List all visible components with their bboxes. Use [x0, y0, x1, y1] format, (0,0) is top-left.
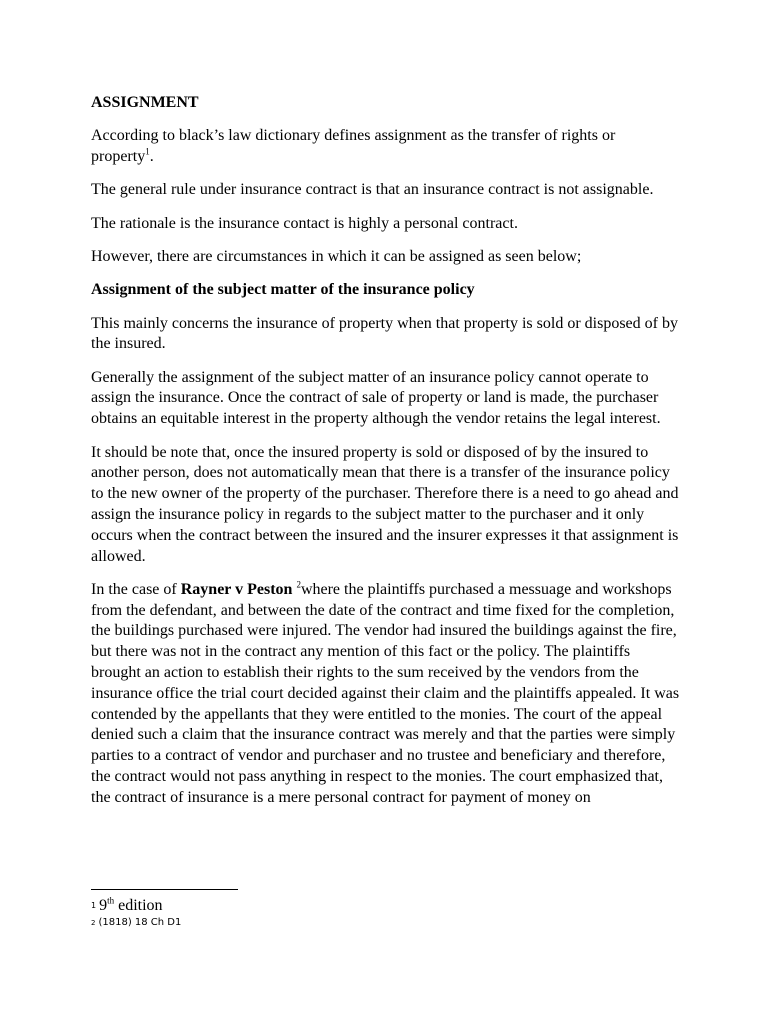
footnotes-section: [91, 889, 691, 930]
document-body: [91, 93, 681, 821]
footnote-2-text: (1818) 18 Ch D1: [98, 917, 182, 928]
definition-paragraph: [91, 126, 681, 168]
case-name: Rayner v Peston: [180, 580, 293, 598]
footnote-1: [91, 897, 691, 915]
footnote-1-text-sup: th: [107, 895, 115, 906]
footnote-ref-2[interactable]: 2: [296, 579, 301, 590]
footnote-2: [91, 916, 691, 930]
section-subheading: Assignment of the subject matter of the insurance policy: [91, 281, 475, 299]
generally-paragraph: Generally the assignment of the subject matter of an insurance policy cannot operate to assign the insurance. Once the contract of sale of property or land is made, the purchaser obtains an equitable interest in the property although the vendor retains the legal interest.: [91, 368, 661, 428]
case-intro: In the case of: [91, 580, 181, 598]
footnote-separator: [91, 889, 238, 890]
definition-text: According to black’s law dictionary defines assignment as the transfer of rights or property: [91, 127, 616, 166]
rationale-paragraph: The rationale is the insurance contact is highly a personal contract.: [91, 214, 518, 232]
footnote-1-mark: 1: [91, 901, 97, 910]
footnote-2-mark: 2: [91, 919, 96, 927]
case-text: where the plaintiffs purchased a messuage and workshops from the defendant, and between the date of the contract and time fixed for the completion, the buildings purchased were injured. The vendor had insured the buildings against the fire, but there was not in the contract any mention of this fact or the policy. The plaintiffs brought an action to establish their rights to the sum received by the vendors from the insurance office the trial court decided against their claim and the plaintiffs appealed. It was contended by the appellants that they were entitled to the monies. The court of the appeal denied such a claim that the insurance contract was merely and that the parties were simply parties to a contract of vendor and purchaser and no trustee and beneficiary and therefore, the contract would not pass anything in respect to the monies. The court emphasized that, the contract of insurance is a mere personal contract for payment of money on: [91, 580, 680, 806]
note-paragraph: It should be note that, once the insured property is sold or disposed of by the insured to another person, does not automatically mean that there is a transfer of the insurance policy to the new owner of the property of the purchaser. Therefore there is a need to go ahead and assign the insurance policy in regards to the subject matter to the purchaser and it only occurs when the contract between the insured and the insurer expresses it that assignment is allowed.: [91, 443, 679, 565]
circumstances-paragraph: However, there are circumstances in which it can be assigned as seen below;: [91, 247, 582, 265]
case-paragraph: [91, 580, 681, 809]
general-rule-paragraph: The general rule under insurance contract is that an insurance contract is not assignable.: [91, 181, 654, 199]
footnote-ref-1[interactable]: 1: [145, 146, 150, 157]
definition-end: .: [149, 148, 154, 166]
footnote-1-text-main: 9: [99, 897, 108, 914]
footnote-1-text-rest: edition: [114, 897, 163, 914]
property-paragraph: This mainly concerns the insurance of property when that property is sold or disposed of by the insured.: [91, 314, 678, 353]
document-title: ASSIGNMENT: [91, 94, 199, 111]
